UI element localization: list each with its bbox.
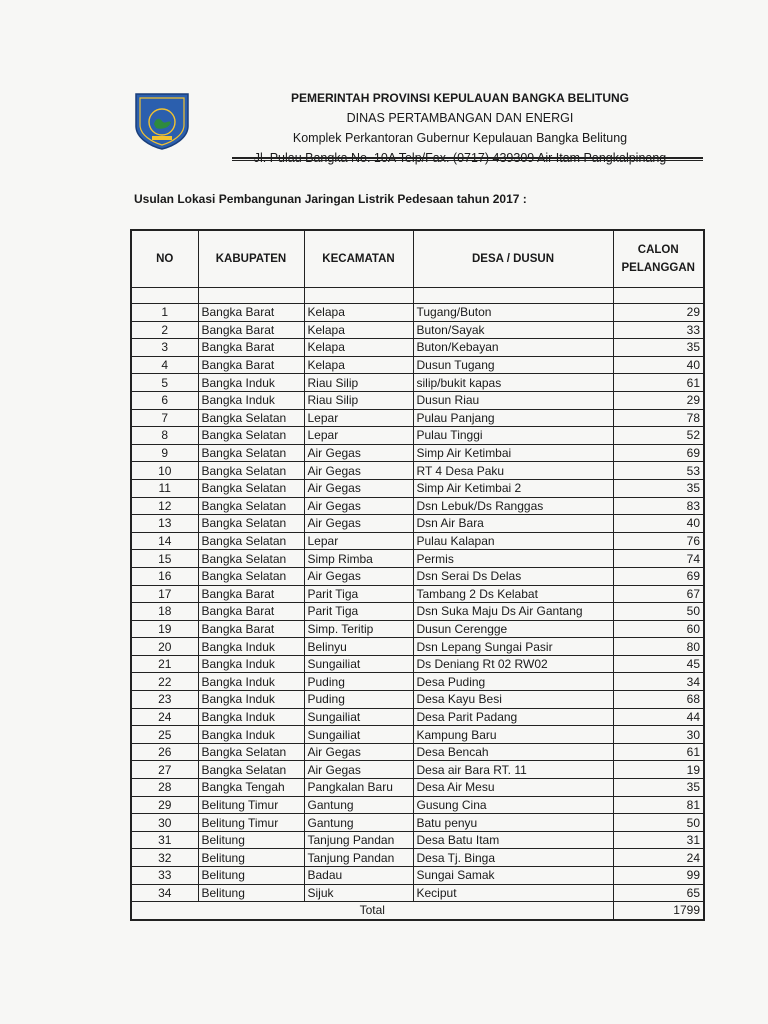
cell-desa: Batu penyu: [413, 814, 613, 832]
table-row: [131, 673, 704, 691]
cell-kabupaten: Bangka Barat: [198, 321, 304, 339]
cell-calon-pelanggan: 50: [613, 603, 704, 621]
table-spacer-row: [131, 288, 704, 304]
header-kecamatan: KECAMATAN: [304, 230, 413, 288]
cell-desa: silip/bukit kapas: [413, 374, 613, 392]
cell-desa: Dusun Cerengge: [413, 620, 613, 638]
cell-kecamatan: Sungailiat: [304, 708, 413, 726]
cell-calon-pelanggan: 40: [613, 515, 704, 533]
cell-no: 25: [131, 726, 198, 744]
cell-kecamatan: Badau: [304, 867, 413, 885]
cell-no: 10: [131, 462, 198, 480]
cell-kabupaten: Bangka Selatan: [198, 761, 304, 779]
table-row: [131, 479, 704, 497]
table-row: [131, 321, 704, 339]
cell-kabupaten: Bangka Induk: [198, 691, 304, 709]
cell-no: 29: [131, 796, 198, 814]
cell-calon-pelanggan: 30: [613, 726, 704, 744]
cell-desa: Dsn Suka Maju Ds Air Gantang: [413, 603, 613, 621]
cell-no: 3: [131, 339, 198, 357]
table-total-row: [131, 902, 704, 920]
cell-calon-pelanggan: 68: [613, 691, 704, 709]
cell-no: 23: [131, 691, 198, 709]
cell-kecamatan: Lepar: [304, 532, 413, 550]
table-row: [131, 779, 704, 797]
cell-desa: Pulau Kalapan: [413, 532, 613, 550]
cell-desa: Ds Deniang Rt 02 RW02: [413, 655, 613, 673]
cell-no: 1: [131, 304, 198, 322]
table-row: [131, 726, 704, 744]
cell-no: 34: [131, 884, 198, 902]
cell-no: 30: [131, 814, 198, 832]
cell-kabupaten: Belitung: [198, 831, 304, 849]
cell-kecamatan: Lepar: [304, 427, 413, 445]
location-table: [130, 229, 705, 921]
cell-no: 28: [131, 779, 198, 797]
cell-calon-pelanggan: 52: [613, 427, 704, 445]
cell-kabupaten: Bangka Selatan: [198, 444, 304, 462]
cell-no: 7: [131, 409, 198, 427]
cell-kecamatan: Kelapa: [304, 339, 413, 357]
cell-calon-pelanggan: 74: [613, 550, 704, 568]
cell-calon-pelanggan: 69: [613, 567, 704, 585]
cell-kecamatan: Sungailiat: [304, 726, 413, 744]
cell-kabupaten: Bangka Selatan: [198, 743, 304, 761]
cell-calon-pelanggan: 35: [613, 339, 704, 357]
cell-no: 6: [131, 391, 198, 409]
table-row: [131, 638, 704, 656]
cell-kabupaten: Bangka Induk: [198, 726, 304, 744]
header-kabupaten: KABUPATEN: [198, 230, 304, 288]
cell-desa: Desa Batu Itam: [413, 831, 613, 849]
cell-calon-pelanggan: 81: [613, 796, 704, 814]
cell-desa: Dsn Lebuk/Ds Ranggas: [413, 497, 613, 515]
cell-no: 14: [131, 532, 198, 550]
letterhead-rule-thick: [232, 157, 703, 159]
cell-desa: Desa Tj. Binga: [413, 849, 613, 867]
province-emblem-logo: [134, 92, 190, 150]
cell-kabupaten: Bangka Induk: [198, 673, 304, 691]
cell-kabupaten: Belitung: [198, 849, 304, 867]
cell-kecamatan: Air Gegas: [304, 567, 413, 585]
table-row: [131, 655, 704, 673]
cell-desa: Buton/Kebayan: [413, 339, 613, 357]
table-row: [131, 374, 704, 392]
cell-kabupaten: Bangka Barat: [198, 620, 304, 638]
table-row: [131, 444, 704, 462]
cell-desa: Tambang 2 Ds Kelabat: [413, 585, 613, 603]
cell-kecamatan: Air Gegas: [304, 743, 413, 761]
cell-calon-pelanggan: 29: [613, 391, 704, 409]
cell-kabupaten: Belitung Timur: [198, 814, 304, 832]
cell-no: 33: [131, 867, 198, 885]
cell-kabupaten: Bangka Selatan: [198, 532, 304, 550]
table-row: [131, 761, 704, 779]
table-row: [131, 884, 704, 902]
table-row: [131, 708, 704, 726]
cell-desa: Buton/Sayak: [413, 321, 613, 339]
table-row: [131, 796, 704, 814]
cell-desa: Desa Puding: [413, 673, 613, 691]
cell-calon-pelanggan: 45: [613, 655, 704, 673]
cell-kabupaten: Bangka Barat: [198, 356, 304, 374]
cell-calon-pelanggan: 35: [613, 479, 704, 497]
cell-kecamatan: Air Gegas: [304, 497, 413, 515]
cell-kecamatan: Kelapa: [304, 356, 413, 374]
cell-no: 4: [131, 356, 198, 374]
cell-calon-pelanggan: 69: [613, 444, 704, 462]
cell-calon-pelanggan: 78: [613, 409, 704, 427]
cell-kabupaten: Bangka Selatan: [198, 462, 304, 480]
header-calon-line1: CALON: [637, 244, 679, 256]
cell-kecamatan: Gantung: [304, 814, 413, 832]
cell-kabupaten: Bangka Barat: [198, 304, 304, 322]
cell-desa: Pulau Tinggi: [413, 427, 613, 445]
cell-kecamatan: Sungailiat: [304, 655, 413, 673]
cell-desa: Permis: [413, 550, 613, 568]
table-row: [131, 462, 704, 480]
cell-no: 24: [131, 708, 198, 726]
cell-kabupaten: Bangka Induk: [198, 708, 304, 726]
cell-kecamatan: Puding: [304, 673, 413, 691]
cell-desa: Dusun Tugang: [413, 356, 613, 374]
cell-no: 31: [131, 831, 198, 849]
cell-no: 13: [131, 515, 198, 533]
cell-kabupaten: Bangka Selatan: [198, 409, 304, 427]
cell-desa: Dusun Riau: [413, 391, 613, 409]
cell-calon-pelanggan: 67: [613, 585, 704, 603]
cell-no: 2: [131, 321, 198, 339]
table-row: [131, 356, 704, 374]
cell-calon-pelanggan: 44: [613, 708, 704, 726]
cell-no: 16: [131, 567, 198, 585]
table-row: [131, 427, 704, 445]
document-subtitle: Usulan Lokasi Pembangunan Jaringan Listrik Pedesaan tahun 2017 :: [134, 192, 527, 206]
office-complex: Komplek Perkantoran Gubernur Kepulauan Bangka Belitung: [292, 131, 628, 145]
table-row: [131, 620, 704, 638]
cell-desa: Desa Air Mesu: [413, 779, 613, 797]
cell-kecamatan: Pangkalan Baru: [304, 779, 413, 797]
cell-calon-pelanggan: 76: [613, 532, 704, 550]
cell-no: 20: [131, 638, 198, 656]
cell-kecamatan: Riau Silip: [304, 374, 413, 392]
cell-no: 5: [131, 374, 198, 392]
cell-kabupaten: Bangka Induk: [198, 391, 304, 409]
cell-desa: Kampung Baru: [413, 726, 613, 744]
cell-kabupaten: Bangka Selatan: [198, 550, 304, 568]
cell-kabupaten: Bangka Selatan: [198, 479, 304, 497]
cell-kabupaten: Bangka Induk: [198, 638, 304, 656]
cell-no: 11: [131, 479, 198, 497]
cell-calon-pelanggan: 53: [613, 462, 704, 480]
table-row: [131, 339, 704, 357]
cell-kabupaten: Bangka Induk: [198, 655, 304, 673]
header-calon-line2: PELANGGAN: [621, 262, 695, 274]
header-desa: DESA / DUSUN: [413, 230, 613, 288]
cell-kecamatan: Air Gegas: [304, 444, 413, 462]
table-row: [131, 532, 704, 550]
cell-kabupaten: Bangka Induk: [198, 374, 304, 392]
cell-calon-pelanggan: 83: [613, 497, 704, 515]
cell-desa: Dsn Lepang Sungai Pasir: [413, 638, 613, 656]
cell-kabupaten: Bangka Barat: [198, 339, 304, 357]
table-row: [131, 691, 704, 709]
cell-calon-pelanggan: 80: [613, 638, 704, 656]
cell-calon-pelanggan: 34: [613, 673, 704, 691]
cell-desa: Keciput: [413, 884, 613, 902]
cell-kabupaten: Bangka Barat: [198, 585, 304, 603]
cell-desa: Simp Air Ketimbai: [413, 444, 613, 462]
cell-kecamatan: Kelapa: [304, 321, 413, 339]
table-header-row: [131, 230, 704, 288]
cell-no: 26: [131, 743, 198, 761]
cell-no: 9: [131, 444, 198, 462]
cell-calon-pelanggan: 31: [613, 831, 704, 849]
cell-no: 19: [131, 620, 198, 638]
cell-no: 15: [131, 550, 198, 568]
cell-calon-pelanggan: 99: [613, 867, 704, 885]
cell-calon-pelanggan: 61: [613, 374, 704, 392]
cell-no: 32: [131, 849, 198, 867]
cell-calon-pelanggan: 60: [613, 620, 704, 638]
cell-kecamatan: Sijuk: [304, 884, 413, 902]
cell-kabupaten: Belitung: [198, 884, 304, 902]
cell-calon-pelanggan: 40: [613, 356, 704, 374]
cell-kabupaten: Belitung Timur: [198, 796, 304, 814]
table-row: [131, 849, 704, 867]
cell-calon-pelanggan: 65: [613, 884, 704, 902]
cell-kecamatan: Puding: [304, 691, 413, 709]
table-row: [131, 409, 704, 427]
cell-no: 18: [131, 603, 198, 621]
letterhead-rule-thin: [232, 160, 703, 161]
cell-kabupaten: Belitung: [198, 867, 304, 885]
cell-kecamatan: Tanjung Pandan: [304, 849, 413, 867]
cell-kabupaten: Bangka Selatan: [198, 427, 304, 445]
cell-kecamatan: Riau Silip: [304, 391, 413, 409]
cell-kecamatan: Parit Tiga: [304, 585, 413, 603]
cell-desa: Desa Bencah: [413, 743, 613, 761]
cell-desa: Sungai Samak: [413, 867, 613, 885]
cell-kabupaten: Bangka Barat: [198, 603, 304, 621]
cell-calon-pelanggan: 24: [613, 849, 704, 867]
cell-kecamatan: Air Gegas: [304, 515, 413, 533]
cell-calon-pelanggan: 33: [613, 321, 704, 339]
cell-desa: Desa Parit Padang: [413, 708, 613, 726]
cell-calon-pelanggan: 29: [613, 304, 704, 322]
cell-desa: Desa Kayu Besi: [413, 691, 613, 709]
cell-kecamatan: Tanjung Pandan: [304, 831, 413, 849]
header-no: NO: [131, 230, 198, 288]
table-row: [131, 814, 704, 832]
table-row: [131, 550, 704, 568]
cell-desa: Dsn Serai Ds Delas: [413, 567, 613, 585]
table-row: [131, 867, 704, 885]
cell-kecamatan: Air Gegas: [304, 462, 413, 480]
cell-calon-pelanggan: 61: [613, 743, 704, 761]
table-row: [131, 497, 704, 515]
table-row: [131, 304, 704, 322]
table-row: [131, 603, 704, 621]
cell-desa: RT 4 Desa Paku: [413, 462, 613, 480]
total-label: Total: [131, 902, 613, 920]
cell-kabupaten: Bangka Selatan: [198, 497, 304, 515]
cell-desa: Tugang/Buton: [413, 304, 613, 322]
table-row: [131, 567, 704, 585]
total-value: 1799: [613, 902, 704, 920]
header-calon-pelanggan: [613, 230, 704, 288]
cell-kabupaten: Bangka Selatan: [198, 567, 304, 585]
shield-emblem-icon: [134, 92, 190, 150]
cell-desa: Pulau Panjang: [413, 409, 613, 427]
cell-kabupaten: Bangka Selatan: [198, 515, 304, 533]
cell-kecamatan: Simp. Teritip: [304, 620, 413, 638]
cell-kecamatan: Air Gegas: [304, 479, 413, 497]
cell-desa: Desa air Bara RT. 11: [413, 761, 613, 779]
cell-no: 17: [131, 585, 198, 603]
cell-calon-pelanggan: 19: [613, 761, 704, 779]
table-row: [131, 743, 704, 761]
table-row: [131, 585, 704, 603]
cell-no: 21: [131, 655, 198, 673]
cell-kecamatan: Simp Rimba: [304, 550, 413, 568]
table-row: [131, 831, 704, 849]
letterhead: [210, 88, 710, 168]
agency-name: DINAS PERTAMBANGAN DAN ENERGI: [346, 111, 574, 125]
cell-kabupaten: Bangka Tengah: [198, 779, 304, 797]
cell-calon-pelanggan: 35: [613, 779, 704, 797]
cell-kecamatan: Kelapa: [304, 304, 413, 322]
cell-desa: Gusung Cina: [413, 796, 613, 814]
cell-calon-pelanggan: 50: [613, 814, 704, 832]
cell-kecamatan: Gantung: [304, 796, 413, 814]
cell-kecamatan: Parit Tiga: [304, 603, 413, 621]
table-row: [131, 391, 704, 409]
cell-kecamatan: Air Gegas: [304, 761, 413, 779]
government-name: PEMERINTAH PROVINSI KEPULAUAN BANGKA BELITUNG: [290, 91, 629, 105]
cell-no: 27: [131, 761, 198, 779]
cell-kecamatan: Belinyu: [304, 638, 413, 656]
cell-no: 8: [131, 427, 198, 445]
cell-desa: Simp Air Ketimbai 2: [413, 479, 613, 497]
cell-no: 22: [131, 673, 198, 691]
cell-desa: Dsn Air Bara: [413, 515, 613, 533]
cell-kecamatan: Lepar: [304, 409, 413, 427]
table-row: [131, 515, 704, 533]
cell-no: 12: [131, 497, 198, 515]
